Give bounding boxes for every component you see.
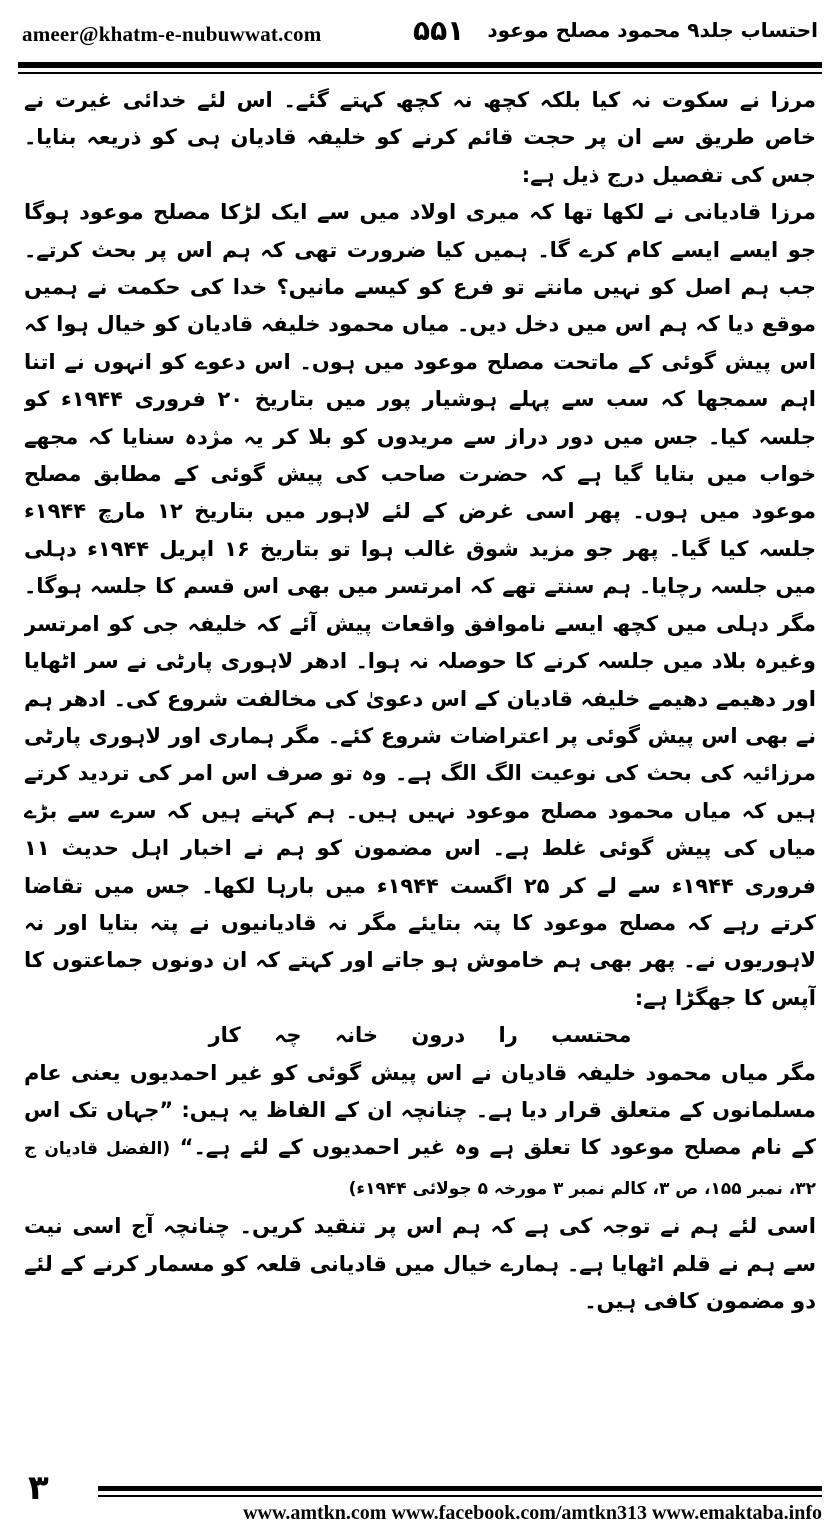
paragraph-4: اسی لئے ہم نے توجہ کی ہے کہ ہم اس پر تنقید کریں۔ چنانچہ آج اسی نیت سے ہم نے قلم اٹھایا ہے۔ ہمارے خیال میں قادیانی قلعہ کو مسمار کرنے کے لئے دو مضمون کافی ہیں۔ bbox=[24, 1214, 816, 1313]
footer-links: www.amtkn.com www.facebook.com/amtkn313 www.emaktaba.info bbox=[243, 1502, 822, 1524]
footer-rule-thin bbox=[98, 1495, 822, 1497]
footer-page-number: ۳ bbox=[28, 1468, 49, 1508]
footer-rule-thick bbox=[98, 1486, 822, 1491]
citation-reference: (الفضل قادیان ج ۳۲، نمبر ۱۵۵، ص ۳، کالم نمبر ۳ مورخہ ۵ جولائی ۱۹۴۴ء) bbox=[24, 1139, 816, 1199]
header-title: احتساب جلد۹ محمود مصلح موعود bbox=[487, 18, 818, 42]
paragraph-3-text: مگر میاں محمود خلیفہ قادیان نے اس پیش گوئی کو غیر احمدیوں یعنی عام مسلمانوں کے متعلق قرار دیا ہے۔ چنانچہ ان کے الفاظ یہ ہیں: ”جہاں تک اس کے نام مصلح موعود کا تعلق ہے وہ غیر احمدیوں کے لئے ہے۔“ bbox=[24, 1060, 816, 1160]
page-footer bbox=[18, 1468, 822, 1534]
header-email: ameer@khatm-e-nubuwwat.com bbox=[22, 22, 322, 46]
paragraph-1: مرزا نے سکوت نہ کیا بلکہ کچھ نہ کچھ کہتے گئے۔ اس لئے خدائی غیرت نے خاص طریق سے ان پر حجت قائم کرنے کو خلیفہ قادیان ہی کو ذریعہ بنایا۔ جس کی تفصیل درج ذیل ہے: bbox=[24, 88, 816, 187]
page-body bbox=[24, 82, 816, 1462]
header-rule-thick bbox=[18, 62, 822, 68]
paragraph-2: مرزا قادیانی نے لکھا تھا کہ میری اولاد میں سے ایک لڑکا مصلح موعود ہوگا جو ایسے ایسے کام کرے گا۔ ہمیں کیا ضرورت تھی کہ ہم اس پر بحث کرتے۔ جب ہم اصل کو نہیں مانتے تو فرع کو کیسے مانیں؟ خدا کی حکمت نے ہمیں موقع دیا کہ ہم اس میں دخل دیں۔ میاں محمود خلیفہ قادیان کو خیال ہوا کہ اس پیش گوئی کے ماتحت مصلح موعود میں ہوں۔ اس دعوے کو انہوں نے اتنا اہم سمجھا کہ سب سے پہلے ہوشیار پور میں بتاریخ ۲۰ فروری ۱۹۴۴ء کو جلسہ کیا۔ جس میں دور دراز سے مریدوں کو بلا کر یہ مژدہ سنایا کہ مجھے خواب میں بتایا گیا ہے کہ حضرت صاحب کی پیش گوئی کے مطابق مصلح موعود میں ہوں۔ پھر اسی غرض کے لئے لاہور میں بتاریخ ۱۲ مارچ ۱۹۴۴ء جلسہ کیا گیا۔ پھر جو مزید شوق غالب ہوا تو بتاریخ ۱۶ اپریل ۱۹۴۴ء دہلی میں جلسہ رچایا۔ ہم سنتے تھے کہ امرتسر میں بھی اس قسم کا جلسہ ہوگا۔ مگر دہلی میں کچھ ایسے ناموافق واقعات پیش آئے کہ خلیفہ جی کو امرتسر وغیرہ بلاد میں جلسہ کرنے کا حوصلہ نہ ہوا۔ ادھر لاہوری پارٹی نے سر اٹھایا اور دھیمے دھیمے خلیفہ قادیان کے اس دعویٰ کی مخالفت شروع کی۔ ادھر ہم نے بھی اس پیش گوئی پر اعتراضات شروع کئے۔ مگر ہماری اور لاہوری پارٹی مرزائیہ کی بحث کی نوعیت الگ الگ ہے۔ وہ تو صرف اس امر کی تردید کرتے ہیں کہ میاں محمود مصلح موعود نہیں ہیں۔ ہم کہتے ہیں کہ سرے سے بڑے میاں کی پیش گوئی غلط ہے۔ اس مضمون کو ہم نے اخبار اہل حدیث ۱۱ فروری ۱۹۴۴ء سے لے کر ۲۵ اگست ۱۹۴۴ء میں بارہا لکھا۔ جس میں تقاضا کرتے رہے کہ مصلح موعود کا پتہ بتایئے مگر نہ قادیانیوں نے پتہ بتایا اور نہ لاہوریوں نے۔ پھر بھی ہم خاموش ہو جاتے اور کہتے کہ ان دونوں جماعتوں کا آپس کا جھگڑا ہے: bbox=[24, 200, 816, 1010]
persian-verse: محتسب را درون خانہ چہ کار bbox=[208, 1023, 632, 1048]
page-header bbox=[18, 8, 822, 66]
header-rule-thin bbox=[18, 72, 822, 74]
paragraph-3 bbox=[24, 1055, 816, 1209]
header-page-number: ۵۵۱ bbox=[413, 14, 465, 47]
